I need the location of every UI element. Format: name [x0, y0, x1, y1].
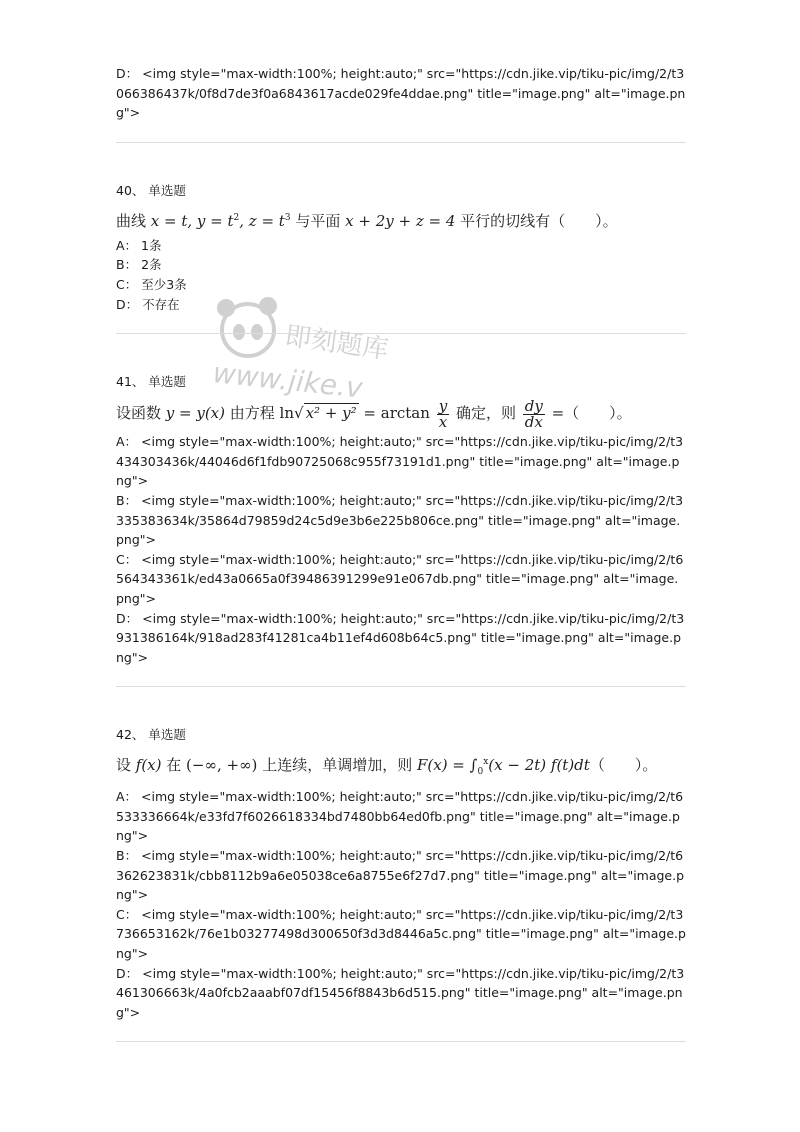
- watermark-brand: 即刻题库: [283, 321, 391, 366]
- stem-math: = arctan: [358, 404, 430, 423]
- stem-math: y = y(x): [165, 404, 225, 423]
- option-label: B：: [116, 492, 138, 508]
- q40-option-c[interactable]: [116, 275, 686, 295]
- stem-text: 与平面: [295, 211, 346, 230]
- q41-option-b[interactable]: [116, 491, 686, 550]
- question-type: 单选题: [148, 727, 186, 743]
- fraction-denominator: x: [438, 412, 448, 431]
- stem-text: 确定，则: [455, 404, 521, 423]
- stem-math: (−∞, +∞): [186, 756, 258, 775]
- q41-options: [116, 432, 686, 667]
- option-text: <img style="max-width:100%; height:auto;" src="https://cdn.jike.vip/tiku-pic/img/2/t6564343361k/ed43a0665a0f39486391299e91e067db.png" title="image.png" alt="image.png">: [116, 551, 684, 606]
- q42-options: [116, 787, 686, 1022]
- option-label: A：: [116, 237, 138, 253]
- option-label: D：: [116, 965, 139, 981]
- fraction: [523, 396, 545, 431]
- stem-text: 上连续，单调增加，则: [257, 756, 417, 775]
- watermark-site: www.jike.v: [212, 356, 365, 400]
- q40-option-d[interactable]: [116, 295, 686, 315]
- stem-text: 平行的切线有（ ）。: [460, 211, 618, 230]
- divider: [116, 686, 686, 687]
- option-text: 1条: [141, 237, 162, 253]
- option-text: 不存在: [142, 296, 180, 312]
- option-label: D：: [116, 610, 139, 626]
- question-number: 40: [116, 182, 132, 198]
- number-separator: 、: [131, 182, 145, 198]
- option-text: <img style="max-width:100%; height:auto;" src="https://cdn.jike.vip/tiku-pic/img/2/t3066386437k/0f8d7de3f0a6843617acde029fe4ddae.png" title="image.png" alt="image.png">: [116, 66, 686, 121]
- stem-text: 曲线: [116, 211, 147, 230]
- integral-upper-limit: x: [483, 757, 489, 768]
- stem-math: x² + y²: [305, 404, 357, 423]
- option-label: C：: [116, 276, 138, 292]
- stem-text: （ ）。: [589, 756, 658, 775]
- q41-option-c[interactable]: [116, 550, 686, 609]
- stem-math: F(x) = ∫: [416, 756, 478, 775]
- stem-math: , z = t: [239, 211, 285, 230]
- option-label: D：: [116, 296, 139, 312]
- question-type: 单选题: [148, 182, 186, 198]
- option-text: <img style="max-width:100%; height:auto;" src="https://cdn.jike.vip/tiku-pic/img/2/t3736653162k/76e1b03277498d300650f3d3d8446a5c.png" title="image.png" alt="image.png">: [116, 906, 686, 962]
- fraction-numerator: dy: [524, 396, 543, 415]
- stem-text: 设: [116, 756, 136, 775]
- stem-math: f(x): [135, 756, 162, 775]
- q41-option-d[interactable]: [116, 609, 686, 668]
- stem-text: =（ ）。: [551, 404, 632, 423]
- question-list: [116, 64, 686, 1042]
- q40-header: [116, 181, 686, 201]
- option-label: B：: [116, 257, 138, 273]
- q42-option-c[interactable]: [116, 905, 686, 964]
- option-text: <img style="max-width:100%; height:auto;" src="https://cdn.jike.vip/tiku-pic/img/2/t3434303436k/44046d6f1fdb90725068c955f73191d1.png" title="image.png" alt="image.png">: [116, 434, 684, 489]
- question-number: 41: [116, 374, 132, 390]
- fraction-denominator: dx: [524, 412, 543, 431]
- stem-math: x = t, y = t: [150, 211, 234, 230]
- stem-exponent: 2: [233, 212, 240, 223]
- fraction-numerator: y: [438, 396, 448, 415]
- q40-option-b[interactable]: [116, 255, 686, 275]
- option-text: <img style="max-width:100%; height:auto;" src="https://cdn.jike.vip/tiku-pic/img/2/t3335383634k/35864d79859d24c5d9e3b6e225b806ce.png" title="image.png" alt="image.png">: [116, 492, 684, 548]
- q42-option-a[interactable]: [116, 787, 686, 846]
- q42-option-b[interactable]: [116, 846, 686, 905]
- divider: [116, 1041, 686, 1042]
- question-type: 单选题: [148, 374, 186, 390]
- stem-text: 设函数: [116, 404, 166, 423]
- option-label: D：: [116, 66, 139, 81]
- option-text: <img style="max-width:100%; height:auto;" src="https://cdn.jike.vip/tiku-pic/img/2/t3461306663k/4a0fcb2aaabf07df15456f8843b6d515.png" title="image.png" alt="image.png">: [116, 965, 685, 1020]
- option-label: A：: [116, 434, 138, 450]
- q40-options: [116, 236, 686, 314]
- stem-math: ln: [279, 404, 295, 423]
- stem-text: 由方程: [225, 404, 280, 423]
- fraction: [437, 396, 449, 431]
- option-text: 至少3条: [141, 276, 187, 292]
- q42-option-d[interactable]: [116, 964, 686, 1023]
- option-text: <img style="max-width:100%; height:auto;" src="https://cdn.jike.vip/tiku-pic/img/2/t6533336664k/e33fd7f6026618334bd7480bb64ed0fb.png" title="image.png" alt="image.png">: [116, 789, 684, 844]
- option-label: C：: [116, 906, 138, 922]
- q42-header: [116, 725, 686, 745]
- option-label: B：: [116, 848, 138, 864]
- option-label: C：: [116, 551, 138, 567]
- q39-option-d[interactable]: [116, 64, 686, 123]
- stem-math: x + 2y + z = 4: [345, 211, 456, 230]
- q41-header: [116, 372, 686, 392]
- integral-lower-limit: 0: [477, 767, 484, 778]
- stem-text: 在: [161, 756, 187, 775]
- stem-math: (x − 2t) f(t)dt: [488, 756, 590, 775]
- q42-stem: [116, 749, 686, 785]
- option-text: <img style="max-width:100%; height:auto;" src="https://cdn.jike.vip/tiku-pic/img/2/t3931386164k/918ad283f41281ca4b11ef4d608b64c5.png" title="image.png" alt="image.png">: [116, 610, 685, 665]
- option-label: A：: [116, 789, 138, 805]
- divider: [116, 142, 686, 143]
- q40-stem: [116, 205, 686, 234]
- number-separator: 、: [131, 374, 145, 390]
- q40-option-a[interactable]: [116, 236, 686, 256]
- option-text: <img style="max-width:100%; height:auto;" src="https://cdn.jike.vip/tiku-pic/img/2/t6362623831k/cbb8112b9a6e05038ce6a8755e6f27d7.png" title="image.png" alt="image.png">: [116, 848, 685, 903]
- stem-exponent: 3: [284, 212, 291, 223]
- option-text: 2条: [141, 257, 162, 273]
- q41-option-a[interactable]: [116, 432, 686, 491]
- q41-stem: 设函数 y = y(x) 由方程 ln√ x² + y² = arctan $\frac{y}{x}$ 确定，则 $\frac{dy}{dx}$ =（ ）。: [116, 396, 632, 431]
- number-separator: 、: [131, 727, 145, 743]
- question-number: 42: [116, 727, 132, 743]
- divider: [116, 333, 686, 334]
